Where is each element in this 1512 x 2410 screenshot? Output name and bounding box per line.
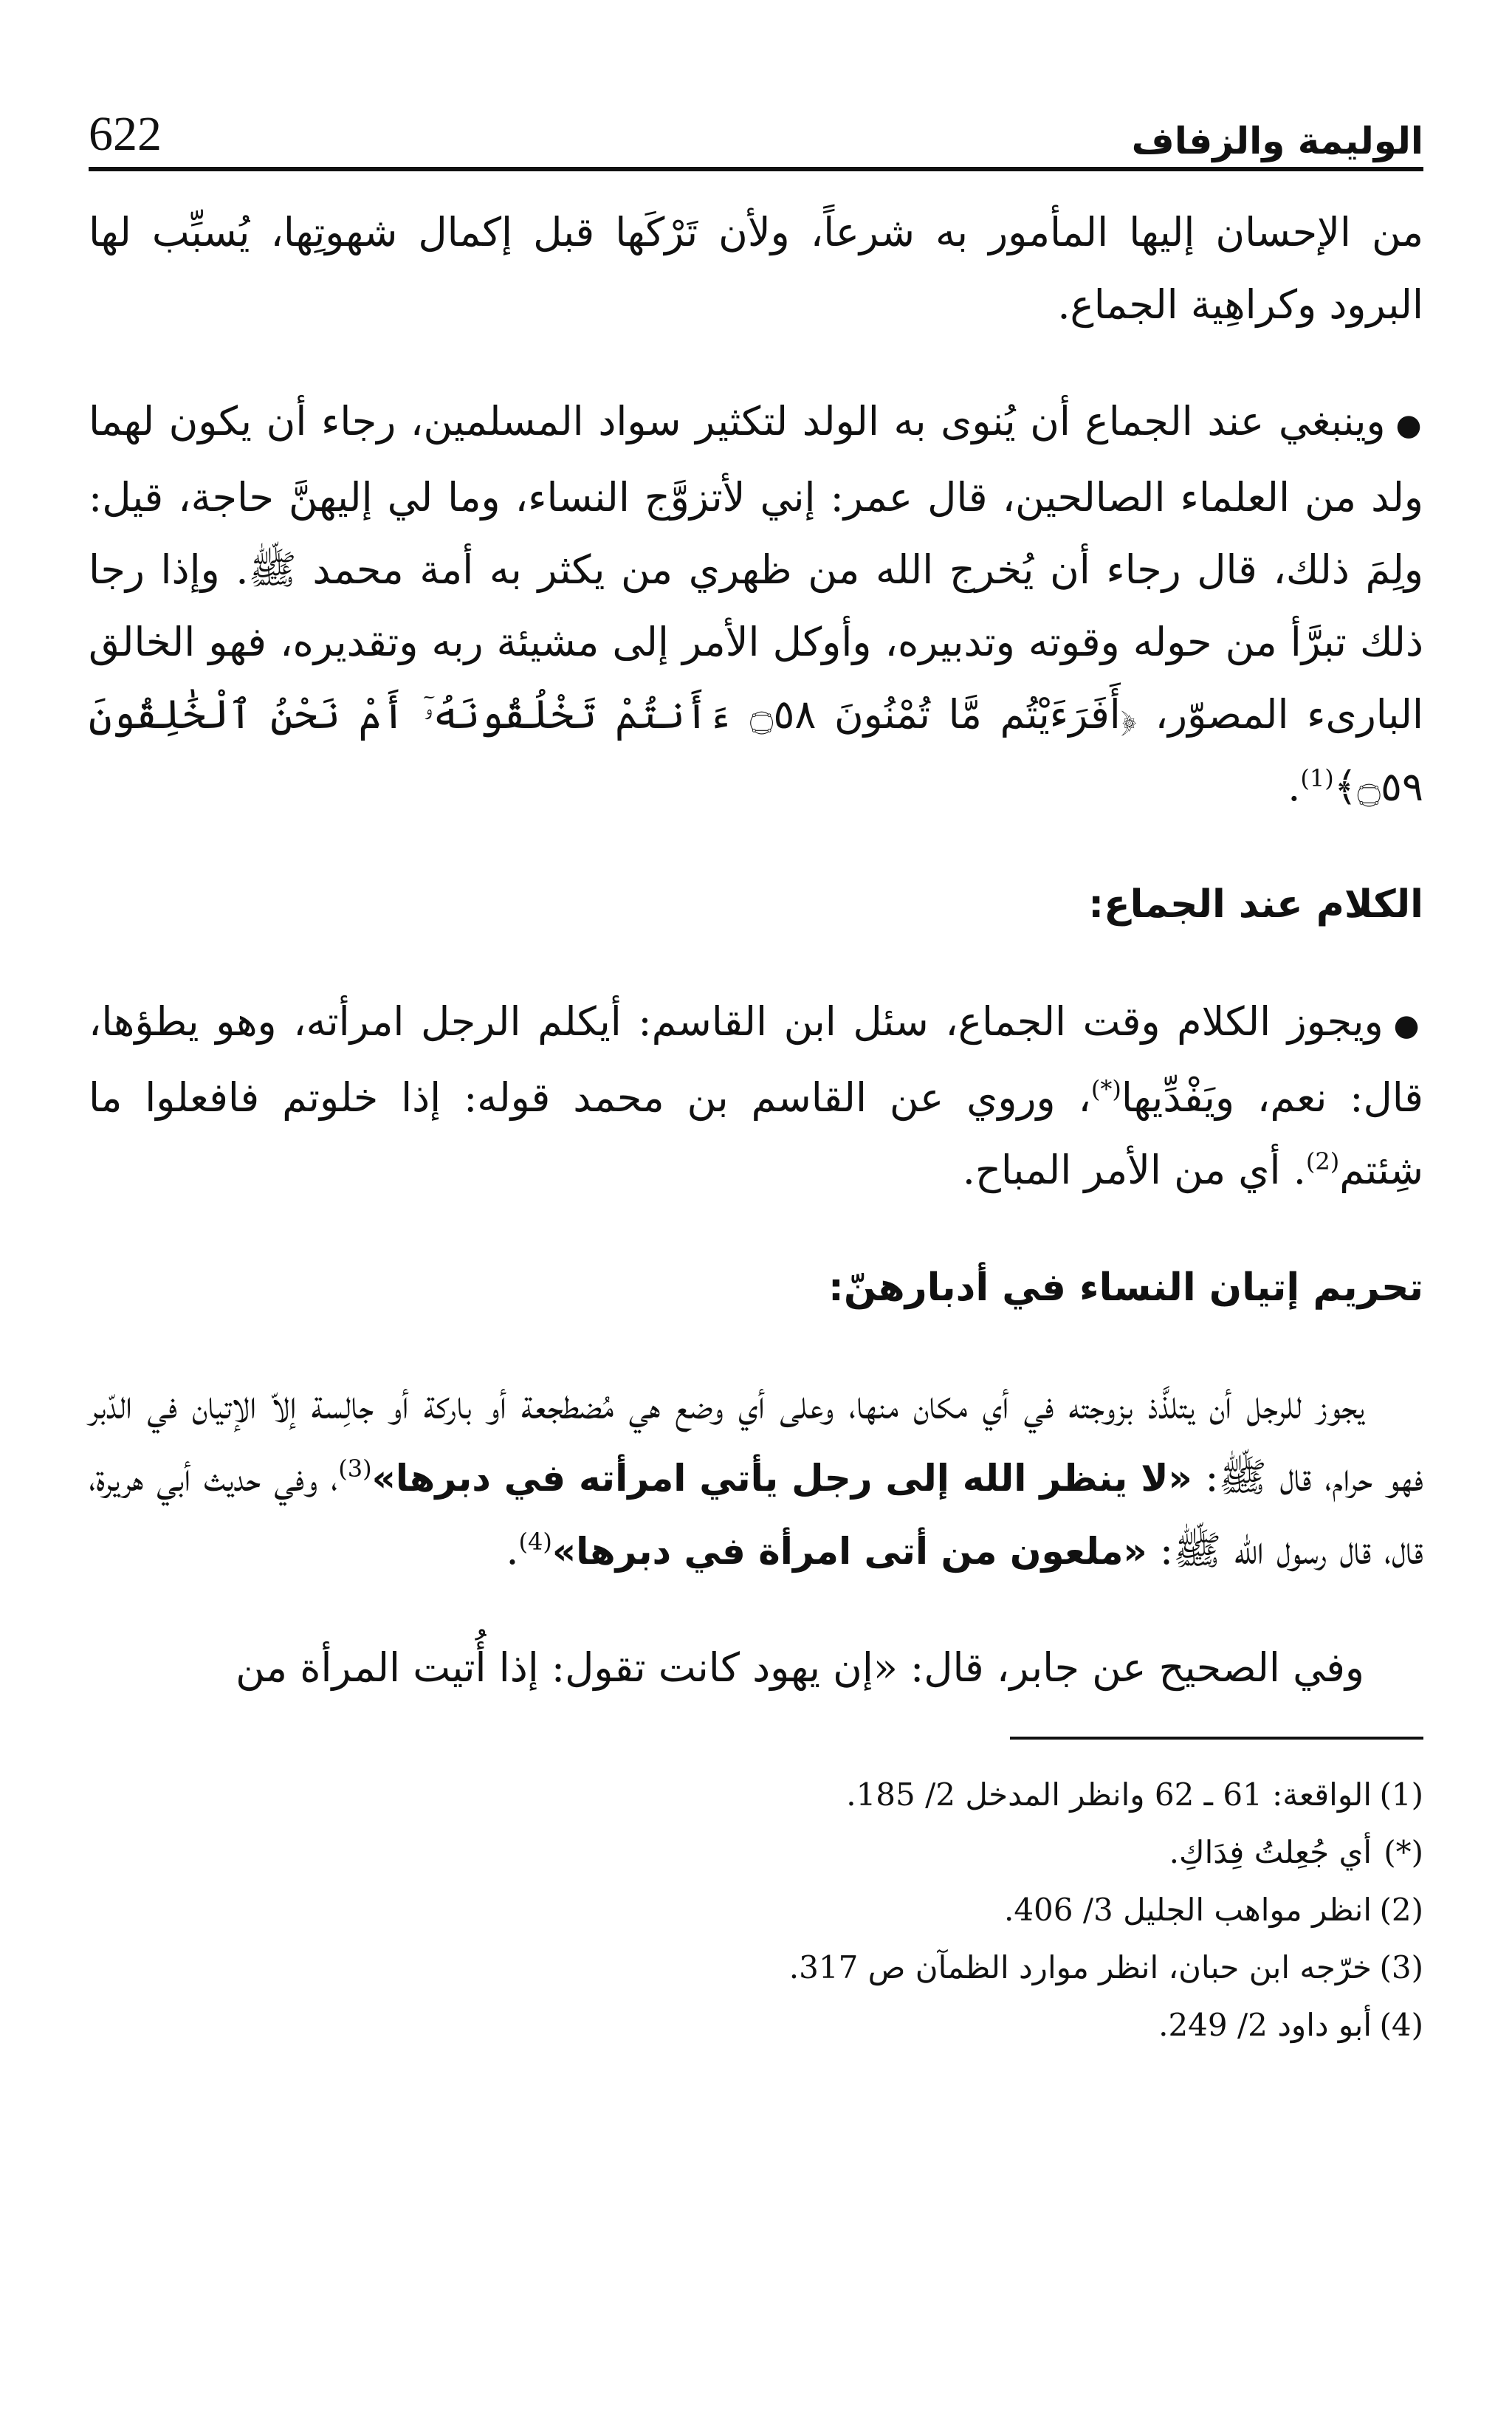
hadith-quote-2: «ملعون من أتى امرأة في دبرها» bbox=[551, 1530, 1147, 1573]
paragraph-3-text-2: ، وروي عن القاسم بن محمد قوله: إذا خلوتم فافعلوا ما شِئتم bbox=[89, 1074, 1423, 1193]
book-page bbox=[89, 89, 1423, 2054]
paragraph-4-end: . bbox=[506, 1527, 519, 1573]
paragraph-4-text-2: ، وفي حديث أبي هريرة، قال، قال رسول الله ﷺ: bbox=[89, 1454, 1423, 1573]
footnote-marker: (4) bbox=[1379, 2007, 1423, 2043]
footnote-text: الواقعة: 61 ـ 62 وانظر المدخل 2/ 185. bbox=[846, 1776, 1372, 1813]
paragraph-3-text-3: . أي من الأمر المباح. bbox=[962, 1147, 1306, 1193]
footnote-marker: (2) bbox=[1379, 1892, 1423, 1928]
paragraph-5: وفي الصحيح عن جابر، قال: «إن يهود كانت تقول: إذا أُتيت المرأة من bbox=[236, 1644, 1364, 1691]
footnote-ref-4[interactable]: (4) bbox=[518, 1528, 552, 1556]
paragraph-4-text: يجوز للرجل أن يتلذَّذ بزوجته في أي مكان منها، وعلى أي وضع هي مُضطجعة أو باركة أو جالِسة إلاّ الإتيان في الدّبر فهو حرام، قال ﷺ: bbox=[89, 1381, 1423, 1500]
paragraph-2-text: وينبغي عند الجماع أن يُنوى به الولد لتكثير سواد المسلمين، رجاء أن يكون لهما ولد من العلماء الصالحين، قال عمر: إني لأتزوَّج النساء، وما لي إليهنَّ حاجة، قيل: ولِمَ ذلك، قال رجاء أن يُخرج الله من ظهري من يكثر به أمة محمد ﷺ. وإذا رجا ذلك تبرَّأ من حوله وقوته وتدبيره، وأوكل الأمر إلى مشيئة ربه وتقديره، فهو الخالق البارىء المصوّر، bbox=[89, 398, 1424, 738]
footnote-item bbox=[89, 1881, 1423, 1939]
footnote-item bbox=[89, 1939, 1423, 1997]
footnote-text: أي جُعِلتُ فِدَاكِ. bbox=[1169, 1834, 1372, 1870]
paragraph-3 bbox=[89, 986, 1423, 1206]
footnote-text: أبو داود 2/ 249. bbox=[1158, 2007, 1372, 2043]
paragraph-3-text: ويجوز الكلام وقت الجماع، سئل ابن القاسم: أيكلم الرجل امرأته، وهو يطؤها، قال: نعم، ويَفْدِّيها bbox=[89, 998, 1423, 1121]
footnote-marker: (*) bbox=[1384, 1834, 1423, 1870]
hadith-quote-1: «لا ينظر الله إلى رجل يأتي امرأته في دبرها» bbox=[371, 1457, 1192, 1500]
paragraph-1: من الإحسان إليها المأمور به شرعاً، ولأن تَرْكَها قبل إكمال شهوتِها، يُسبِّب لها البرود وكراهِية الجماع. bbox=[89, 209, 1423, 328]
footnote-divider bbox=[1010, 1737, 1423, 1740]
footnote-text: انظر مواهب الجليل 3/ 406. bbox=[1003, 1892, 1372, 1928]
section-heading-prohibition: تحريم إتيان النساء في أدبارهنّ: bbox=[828, 1266, 1423, 1310]
footnote-ref-star[interactable]: (*) bbox=[1090, 1075, 1121, 1103]
footnote-ref-3[interactable]: (3) bbox=[338, 1455, 372, 1483]
footnote-ref-2[interactable]: (2) bbox=[1305, 1147, 1340, 1175]
quran-verse: ﴿أَفَرَءَيْتُم مَّا تُمْنُونَ ۝٥٨ ءَأَنتُمْ تَخْلُقُونَهُۥٓ أَمْ نَحْنُ ٱلْخَٰلِقُونَ ۝٥٩﴾ bbox=[89, 691, 1423, 810]
section-heading-speech: الكلام عند الجماع: bbox=[1088, 882, 1423, 927]
page-header bbox=[89, 89, 1423, 171]
bullet-icon: ● bbox=[1393, 1009, 1424, 1043]
footnote-text: خرّجه ابن حبان، انظر موارد الظمآن ص 317. bbox=[788, 1949, 1372, 1985]
footnote-item bbox=[89, 1997, 1423, 2054]
paragraph-2-end: . bbox=[1288, 763, 1301, 810]
paragraph-2 bbox=[89, 385, 1423, 823]
footnote-ref-1[interactable]: (1) bbox=[1300, 764, 1334, 792]
footnote-item bbox=[89, 1766, 1423, 1824]
paragraph-4 bbox=[89, 1369, 1423, 1587]
footnote-marker: (3) bbox=[1379, 1949, 1423, 1985]
footnotes-list bbox=[89, 1766, 1423, 2054]
footnote-marker: (1) bbox=[1379, 1776, 1423, 1813]
page-number: 622 bbox=[89, 107, 162, 161]
main-text bbox=[89, 196, 1423, 1704]
bullet-icon: ● bbox=[1395, 408, 1424, 442]
running-title: الوليمة والزفاف bbox=[1131, 120, 1423, 162]
footnote-item bbox=[89, 1824, 1423, 1881]
